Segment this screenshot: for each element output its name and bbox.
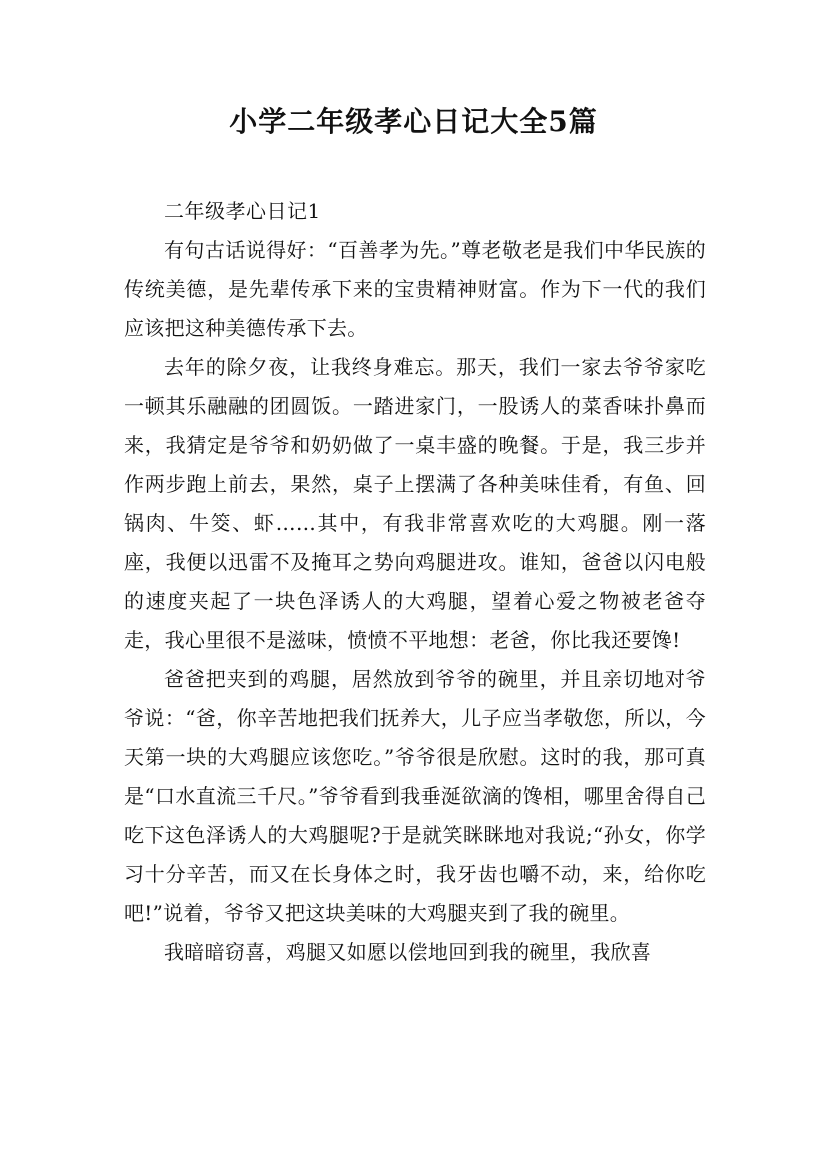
paragraph-2: 去年的除夕夜，让我终身难忘。那天，我们一家去爷爷家吃一顿其乐融融的团圆饭。一踏进家门，一股诱人的菜香味扑鼻而来，我猜定是爷爷和奶奶做了一桌丰盛的晚餐。于是，我三步并作两步跑上前去，果然，桌子上摆满了各种美味佳肴，有鱼、回锅肉、牛筊、虾……其中，有我非常喜欢吃的大鸡腿。刚一落座，我便以迅雷不及掩耳之势向鸡腿进攻。谁知，爸爸以闪电般的速度夹起了一块色泽诱人的大鸡腿，望着心爱之物被老爸夺走，我心里很不是滋味，愤愤不平地想：老爸，你比我还要馋! xyxy=(124,355,706,652)
document-body xyxy=(124,192,706,972)
paragraph-1: 有句古话说得好：“百善孝为先。”尊老敬老是我们中华民族的传统美德，是先辈传承下来的宝贵精神财富。作为下一代的我们应该把这种美德传承下去。 xyxy=(124,238,706,340)
document-title: 小学二年级孝心日记大全5篇 xyxy=(229,105,598,138)
paragraph-3: 爸爸把夹到的鸡腿，居然放到爷爷的碗里，并且亲切地对爷爷说：“爸，你辛苦地把我们抚养大，儿子应当孝敬您，所以，今天第一块的大鸡腿应该您吃。”爷爷很是欣慰。这时的我，那可真是“口水直流三千尺。”爷爷看到我垂涎欲滴的馋相，哪里舍得自己吃下这色泽诱人的大鸡腿呢?于是就笑眯眯地对我说;“孙女，你学习十分辛苦，而又在长身体之时，我牙齿也嚼不动，来，给你吃吧!”说着，爷爷又把这块美味的大鸡腿夹到了我的碗里。 xyxy=(124,667,706,925)
paragraph-4: 我暗暗窃喜，鸡腿又如愿以偿地回到我的碗里，我欣喜 xyxy=(164,940,652,964)
diary-heading: 二年级孝心日记1 xyxy=(164,199,321,223)
